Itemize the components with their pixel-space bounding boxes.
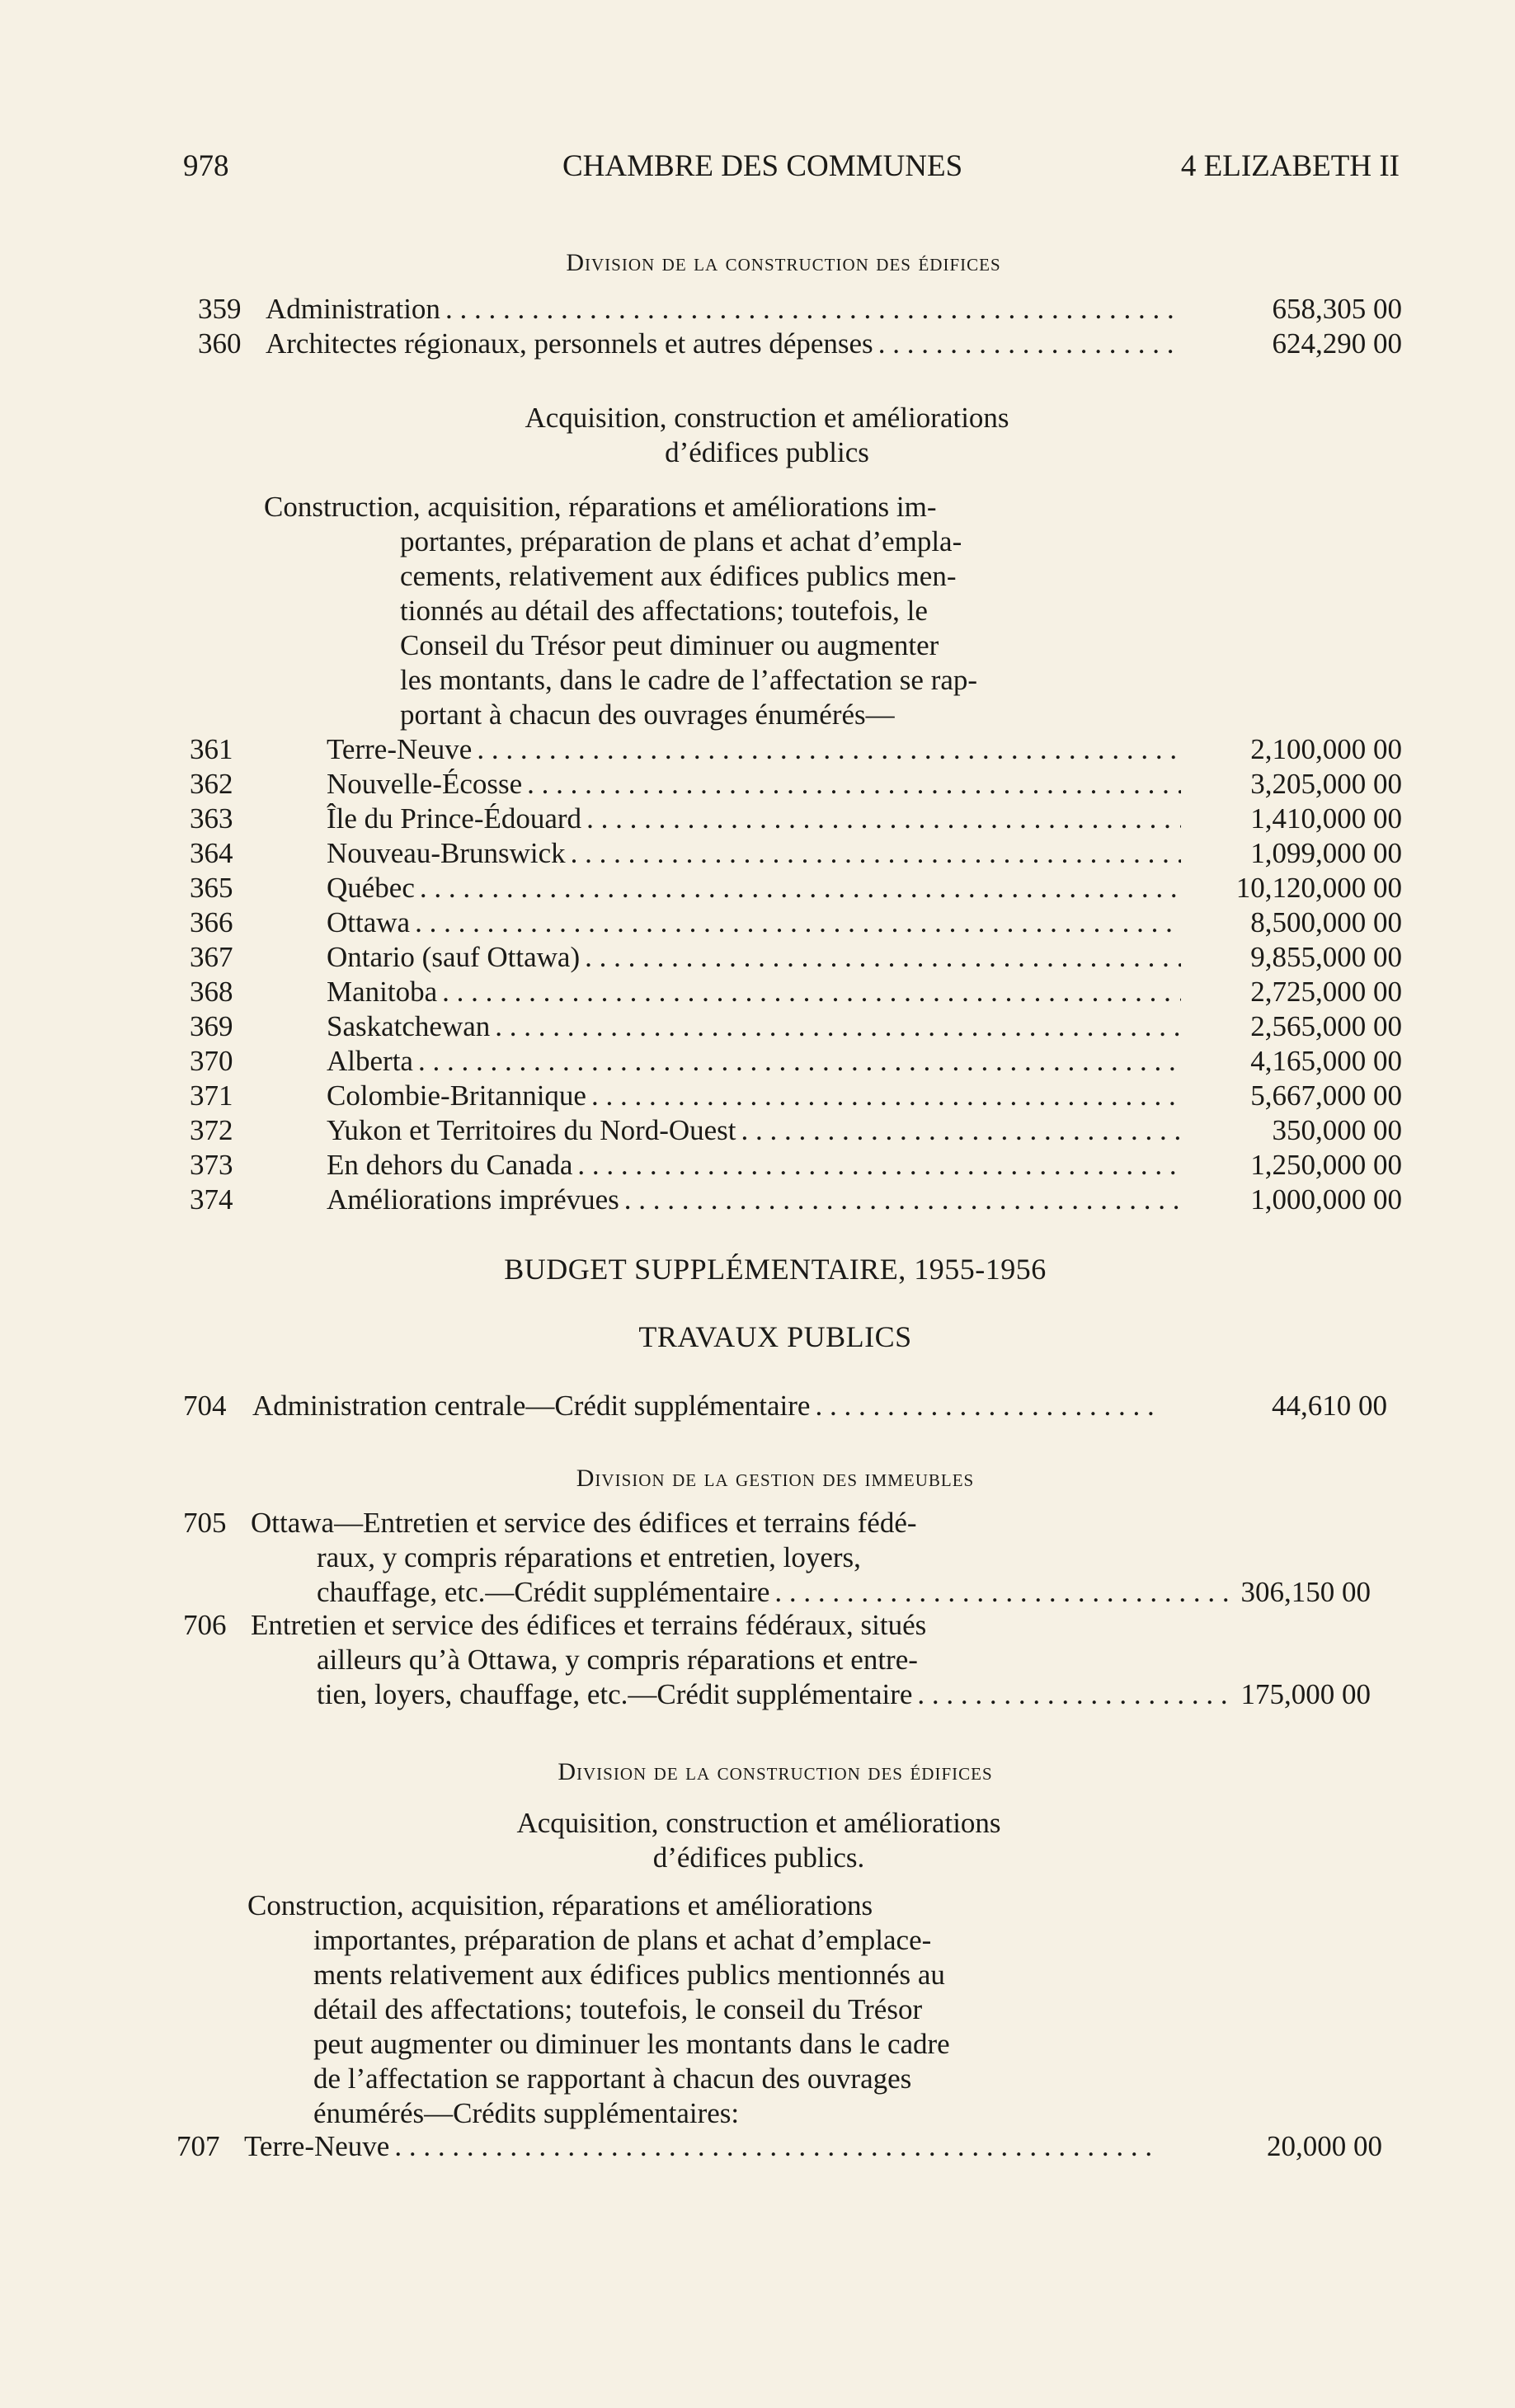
item-number: 706: [183, 1609, 227, 1641]
item-label-with-leaders: [327, 767, 1181, 802]
item-number: 370: [190, 1045, 233, 1077]
item-label: Ontario (sauf Ottawa): [327, 941, 581, 973]
item-704: [183, 1389, 1387, 1423]
item-number: 707: [176, 2130, 220, 2162]
item-label: Saskatchewan: [327, 1010, 491, 1042]
item-label-with-leaders: [327, 1044, 1181, 1079]
item-amount: 2,100,000 00: [1250, 733, 1402, 765]
item-amount: 1,250,000 00: [1250, 1149, 1402, 1181]
paragraph-line: portant à chacun des ouvrages énumérés—: [400, 698, 895, 731]
list-item: [190, 1148, 1402, 1183]
item-label-with-leaders: [327, 802, 1181, 836]
item-number: 365: [190, 872, 233, 904]
item-amount: 1,000,000 00: [1250, 1183, 1402, 1216]
paragraph-line: cements, relativement aux édifices publics men-: [400, 560, 957, 592]
item-number: 369: [190, 1010, 233, 1042]
item-amount: 175,000 00: [1240, 1678, 1371, 1710]
item-label: Yukon et Territoires du Nord-Ouest: [327, 1114, 736, 1146]
item-label-with-leaders: [266, 327, 1181, 361]
subheading-acquisition-2: [412, 1806, 1105, 1875]
item-line: ailleurs qu’à Ottawa, y compris réparations et entre-: [317, 1644, 918, 1676]
item-amount: 306,150 00: [1240, 1576, 1371, 1608]
paragraph-line: Conseil du Trésor peut diminuer ou augmenter: [400, 629, 939, 661]
item-label: Nouvelle-Écosse: [327, 768, 523, 800]
list-item: [190, 1009, 1402, 1044]
item-number: 705: [183, 1507, 227, 1539]
item-label-with-leaders: [327, 1148, 1181, 1183]
item-label: Ottawa: [327, 906, 411, 938]
item-amount: 44,610 00: [1272, 1390, 1387, 1422]
item-number: 360: [198, 327, 242, 360]
regnal-year: 4 ELIZABETH II: [1180, 149, 1400, 183]
item-705-text: [251, 1506, 1150, 1610]
paragraph-line: portantes, préparation de plans et achat d’empla-: [400, 525, 962, 557]
item-amount: 624,290 00: [1272, 327, 1402, 360]
list-item: [198, 327, 1402, 361]
item-line: chauffage, etc.—Crédit supplémentaire: [317, 1576, 770, 1608]
items-359-360: [198, 292, 1402, 361]
item-label: Terre-Neuve: [327, 733, 473, 765]
item-number: 704: [183, 1390, 227, 1422]
item-label-with-leaders: [327, 836, 1181, 871]
item-number: 366: [190, 906, 233, 938]
paragraph-line: tionnés au détail des affectations; toutefois, le: [400, 595, 928, 627]
item-amount: 2,565,000 00: [1250, 1010, 1402, 1042]
list-item: [190, 871, 1402, 905]
intro-paragraph-2: [247, 1888, 1155, 2131]
page-number: 978: [183, 149, 229, 183]
item-label: Terre-Neuve: [244, 2130, 390, 2162]
paragraph-line: énumérés—Crédits supplémentaires:: [313, 2097, 740, 2129]
item-706: [183, 1608, 1387, 1712]
item-number: 374: [190, 1183, 233, 1216]
paragraph-line: importantes, préparation de plans et achat d’emplace-: [313, 1924, 932, 1956]
list-item: [190, 940, 1402, 975]
intro-paragraph: [264, 490, 1163, 732]
item-number: 359: [198, 293, 242, 325]
journal-title: CHAMBRE DES COMMUNES: [562, 149, 963, 183]
list-item: [176, 2129, 1382, 2164]
item-line: tien, loyers, chauffage, etc.—Crédit supplémentaire: [317, 1678, 913, 1710]
item-amount: 658,305 00: [1272, 293, 1402, 325]
item-amount: 1,099,000 00: [1250, 837, 1402, 869]
list-item: [190, 802, 1402, 836]
item-label-with-leaders: [327, 1009, 1181, 1044]
item-amount: 20,000 00: [1267, 2130, 1382, 2162]
list-item: [190, 1183, 1402, 1217]
section-heading-gestion: Division de la gestion des immeubles: [576, 1465, 975, 1492]
list-item: [190, 836, 1402, 871]
subheading-line: Acquisition, construction et améliorations: [516, 1807, 1001, 1839]
list-item: [190, 732, 1402, 767]
item-label-with-leaders: [327, 1079, 1181, 1113]
list-item: [198, 292, 1402, 327]
item-label-with-leaders: [327, 940, 1181, 975]
item-number: 372: [190, 1114, 233, 1146]
item-amount: 1,410,000 00: [1250, 802, 1402, 835]
item-label-with-leaders: [327, 1183, 1181, 1217]
item-number: 361: [190, 733, 233, 765]
paragraph-line: Construction, acquisition, réparations et améliorations: [247, 1889, 873, 1921]
list-item: [190, 905, 1402, 940]
item-line-with-leaders: [251, 1677, 1232, 1712]
list-item: [190, 1113, 1402, 1148]
item-label-with-leaders: [327, 905, 1181, 940]
item-line: raux, y compris réparations et entretien, loyers,: [317, 1541, 861, 1573]
item-amount: 2,725,000 00: [1250, 976, 1402, 1008]
item-label: Administration centrale—Crédit supplémentaire: [252, 1390, 811, 1422]
running-head: [183, 148, 1400, 190]
subheading-line: d’édifices publics: [665, 436, 869, 468]
item-amount: 4,165,000 00: [1250, 1045, 1402, 1077]
item-label: Québec: [327, 872, 415, 904]
item-amount: 10,120,000 00: [1235, 872, 1402, 904]
item-label: Alberta: [327, 1045, 413, 1077]
item-label-with-leaders: [327, 871, 1181, 905]
list-item: [190, 975, 1402, 1009]
item-number: 363: [190, 802, 233, 835]
item-number: 368: [190, 976, 233, 1008]
item-number: 364: [190, 837, 233, 869]
subheading-acquisition: [429, 401, 1105, 470]
item-705: [183, 1506, 1387, 1610]
item-line-with-leaders: [251, 1575, 1232, 1610]
item-line: Entretien et service des édifices et terrains fédéraux, situés: [251, 1609, 927, 1641]
item-label-with-leaders: [327, 732, 1181, 767]
department-title: TRAVAUX PUBLICS: [638, 1320, 912, 1353]
item-amount: 350,000 00: [1272, 1114, 1402, 1146]
item-number: 362: [190, 768, 233, 800]
paragraph-line: les montants, dans le cadre de l’affectation se rap-: [400, 664, 978, 696]
item-label: Colombie-Britannique: [327, 1079, 586, 1112]
subheading-line: Acquisition, construction et améliorations: [525, 402, 1009, 434]
item-706-text: [251, 1608, 1150, 1712]
province-list: [190, 732, 1402, 1217]
list-item: [183, 1389, 1387, 1423]
list-item: [190, 767, 1402, 802]
item-707: [176, 2129, 1382, 2164]
subheading-line: d’édifices publics.: [652, 1841, 865, 1874]
item-label: Manitoba: [327, 976, 438, 1008]
paragraph-line: peut augmenter ou diminuer les montants dans le cadre: [313, 2028, 950, 2060]
item-amount: 9,855,000 00: [1250, 941, 1402, 973]
paragraph-line: de l’affectation se rapportant à chacun des ouvrages: [313, 2062, 912, 2095]
paragraph-line: ments relativement aux édifices publics mentionnés au: [313, 1959, 945, 1991]
list-item: [190, 1079, 1402, 1113]
section-heading-construction: Division de la construction des édifices: [566, 249, 1001, 276]
item-label: Île du Prince-Édouard: [327, 802, 582, 835]
item-label-with-leaders: [244, 2129, 1158, 2164]
item-amount: 3,205,000 00: [1250, 768, 1402, 800]
item-label: En dehors du Canada: [327, 1149, 573, 1181]
item-label-with-leaders: [327, 1113, 1181, 1148]
item-label: Architectes régionaux, personnels et autres dépenses: [266, 327, 873, 360]
item-number: 367: [190, 941, 233, 973]
item-label: Améliorations imprévues: [327, 1183, 619, 1216]
item-amount: 8,500,000 00: [1250, 906, 1402, 938]
item-number: 373: [190, 1149, 233, 1181]
item-label-with-leaders: [252, 1389, 1163, 1423]
section-heading-construction-2: Division de la construction des édifices: [558, 1758, 993, 1785]
item-number: 371: [190, 1079, 233, 1112]
paragraph-line: détail des affectations; toutefois, le conseil du Trésor: [313, 1993, 923, 2025]
list-item: [190, 1044, 1402, 1079]
item-line: Ottawa—Entretien et service des édifices et terrains fédé-: [251, 1507, 917, 1539]
budget-title: BUDGET SUPPLÉMENTAIRE, 1955-1956: [504, 1253, 1047, 1286]
item-amount: 5,667,000 00: [1250, 1079, 1402, 1112]
paragraph-line: Construction, acquisition, réparations et améliorations im-: [264, 491, 937, 523]
item-label: Nouveau-Brunswick: [327, 837, 566, 869]
item-label-with-leaders: [266, 292, 1181, 327]
item-label: Administration: [266, 293, 440, 325]
item-label-with-leaders: [327, 975, 1181, 1009]
